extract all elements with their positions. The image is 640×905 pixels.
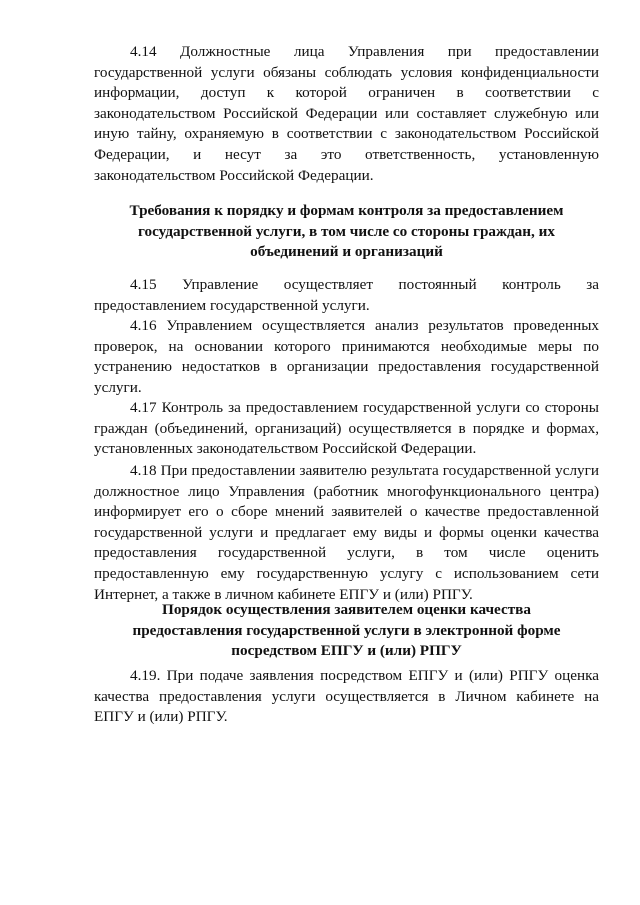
section-heading-control-requirements: Требования к порядку и формам контроля за предоставлением государственной услуги, в том числе со стороны граждан, их объединений и организаций xyxy=(129,202,564,261)
paragraph-4-18: 4.18 При предоставлении заявителю результата государственной услуги должностное лицо Управления (работник многофункционального центра) информирует его о сборе мнений заявителей о качестве предоставленной государственной услуги и предлагает ему виды и формы оценки качества предоставления государственной услуги, в том числе оценить предоставленную ему государственную услугу с использованием сети Интернет, а также в личном кабинете ЕПГУ и (или) РПГУ. xyxy=(94,462,599,603)
paragraph-4-19: 4.19. При подаче заявления посредством ЕПГУ и (или) РПГУ оценка качества предоставления услуги осуществляется в Личном кабинете на ЕПГУ и (или) РПГУ. xyxy=(94,667,599,726)
paragraph-4-16: 4.16 Управлением осуществляется анализ результатов проведенных проверок, на основании которого принимаются необходимые меры по устранению недостатков в организации предоставления государственной услуги. xyxy=(94,317,599,396)
paragraph-4-15: 4.15 Управление осуществляет постоянный контроль за предоставлением государственной услуги. xyxy=(94,276,599,314)
section-heading-quality-assessment: Порядок осуществления заявителем оценки качества предоставления государственной услуги в электронной форме посредством ЕПГУ и (или) РПГУ xyxy=(132,601,561,660)
paragraph-4-17: 4.17 Контроль за предоставлением государственной услуги со стороны граждан (объединений, организаций) осуществляется в порядке и формах, установленных законодательством Российской Федерации. xyxy=(94,399,599,458)
paragraph-4-14: 4.14 Должностные лица Управления при предоставлении государственной услуги обязаны соблюдать условия конфиденциальности информации, доступ к которой ограничен в соответствии с законодательством Российской Федерации или составляет служебную или иную тайну, охраняемую в соответствии с законодательством Российской Федерации, и несут за это ответственность, установленную законодательством Российской Федерации. xyxy=(94,43,599,184)
